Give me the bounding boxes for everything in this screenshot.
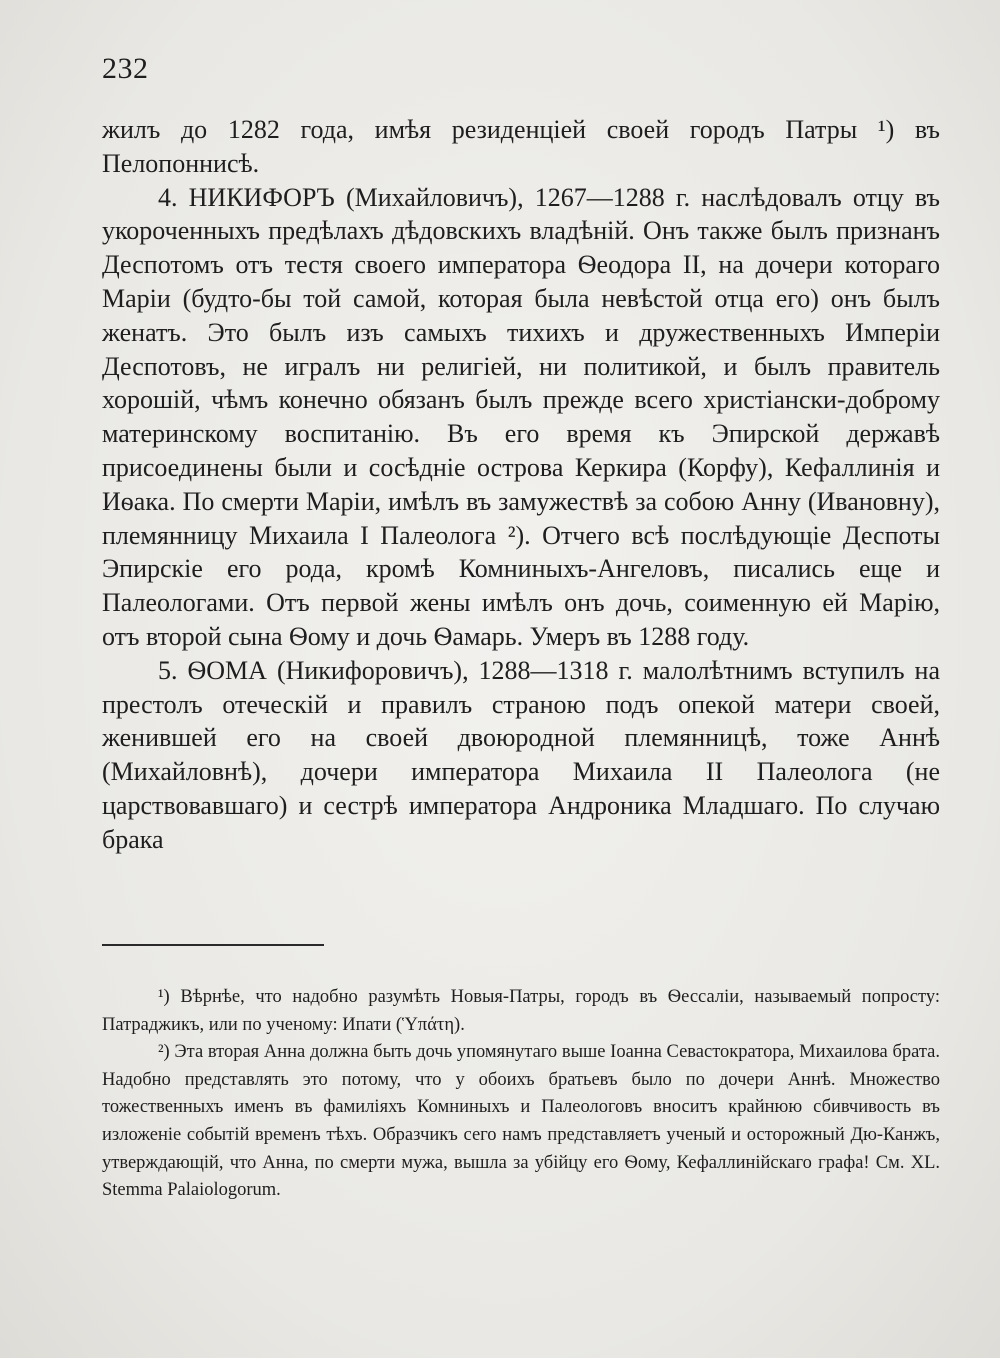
footnote-divider [102, 944, 324, 946]
paragraph-text: (Никифоровичъ), 1288—1318 г. малолѣтнимъ вступилъ на престолъ отеческій и правилъ страною подъ опекой матери своей, женившей его на своей двоюродной племянницѣ, тоже Аннѣ (Михайловнѣ), дочери императора Михаила II Палеолога (не царствовавшаго) и сестрѣ императора Андроника Младшаго. По случаю брака [102, 655, 941, 854]
footnote-2 [102, 1039, 940, 1205]
footnotes [102, 984, 940, 1205]
paragraph-foma [102, 654, 940, 857]
footnote-1 [102, 984, 940, 1039]
footnote-text: Вѣрнѣе, что надобно разумѣть Новыя-Патры, городъ въ Ѳессаліи, называемый попросту: Патраджикъ, или по ученому: Ипати (Ὑπάτη). [102, 987, 940, 1035]
paragraph-nikifor [102, 181, 940, 654]
footnote-marker: ²) [158, 1042, 170, 1063]
footnote-marker: ¹) [158, 987, 170, 1007]
paragraph-text: жилъ до 1282 года, имѣя резиденціей своей городъ Патры ¹) въ Пелопоннисѣ. [102, 115, 940, 178]
paragraph-continuation [102, 113, 940, 181]
paragraph-heading: 4. НИКИФОРЪ [158, 182, 335, 212]
footnote-text: Эта вторая Анна должна быть дочь упомянутаго выше Іоанна Севастократора, Михаилова брата. Надобно представлять это потому, что у обоихъ братьевъ было по дочери Аннѣ. Множество тожественныхъ именъ въ фамиліяхъ Комниныхъ и Палеологовъ вноситъ крайнюю сбивчивость въ изложеніе событій временъ тѣхъ. Образчикъ сего намъ представляетъ ученый и осторожный Дю-Канжъ, утверждающій, что Анна, по смерти мужа, вышла за убійцу его Ѳому, Кефаллинійскаго графа! См. XL. Stemma Palaiologorum. [102, 1042, 941, 1201]
paragraph-heading: 5. ѲОМА [158, 655, 267, 685]
page-number: 232 [102, 52, 149, 85]
main-text [102, 113, 940, 857]
paragraph-text: (Михайловичъ), 1267—1288 г. наслѣдовалъ отцу въ укороченныхъ предѣлахъ дѣдовскихъ владѣній. Онъ также былъ признанъ Деспотомъ отъ тестя своего императора Ѳеодора II, на дочери котораго Маріи (будто-бы той самой, которая была невѣстой отца его) онъ былъ женатъ. Это былъ изъ самыхъ тихихъ и дружественныхъ Имперіи Деспотовъ, не игралъ ни религіей, ни политикой, и былъ правитель хорошій, чѣмъ конечно обязанъ былъ прежде всего христіански-доброму материнскому воспитанію. Въ его время къ Эпирской державѣ присоединены были и сосѣдніе острова Керкира (Корфу), Кефаллинія и Иѳака. По смерти Маріи, имѣлъ въ замужествѣ за собою Анну (Ивановну), племянницу Михаила I Палеолога ²). Отчего всѣ послѣдующіе Деспоты Эпирскіе его рода, кромѣ Комниныхъ-Ангеловъ, писались еще и Палеологами. Отъ первой жены имѣлъ онъ дочь, соименную ей Марію, отъ второй сына Ѳому и дочь Ѳамарь. Умеръ въ 1288 году. [102, 182, 941, 651]
